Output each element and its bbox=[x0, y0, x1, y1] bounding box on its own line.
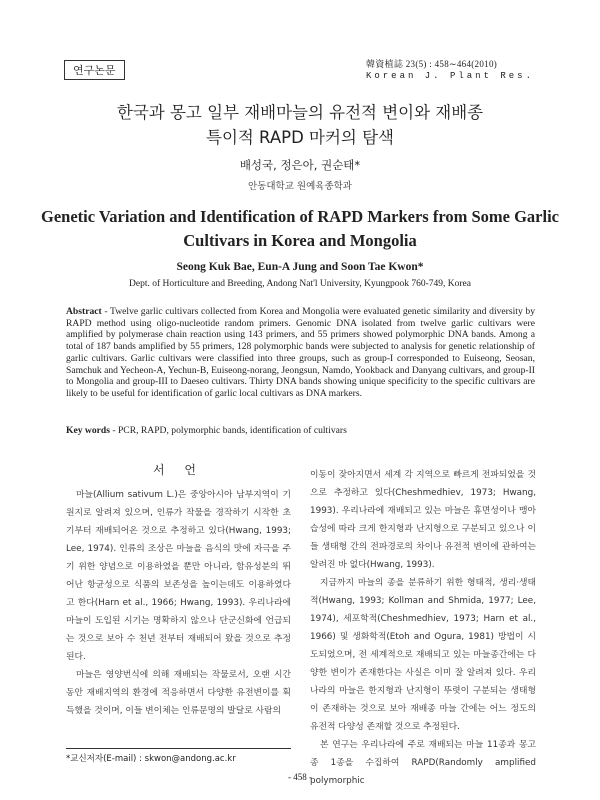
right-column bbox=[310, 466, 536, 790]
right-paragraph-2: 지금까지 마늘의 종을 분류하기 위한 형태적, 생리·생태적(Hwang, 1993; Kollman and Shmida, 1977; Lee, 1974), 세포학적(Cheshmedhiev, 1973; Harn et al., 1966) 및 생화학적(Etoh and Ogura, 1981) 방법이 시도되었으며, 전 세계적으로 재배되고 있는 마늘종간에는 다양한 변이가 존재한다는 사실은 이미 잘 알려져 있다. 우리나라의 마늘은 한지형과 난지형이 뚜렷이 구분되는 생태형이 존재하는 것으로 보아 재배종 마늘 간에는 어느 정도의 유전적 다양성 존재할 것으로 추정된다. bbox=[310, 578, 536, 732]
keywords bbox=[66, 425, 536, 436]
left-column bbox=[66, 486, 291, 720]
page-number: - 458 - bbox=[288, 772, 312, 782]
korean-title bbox=[0, 100, 600, 150]
journal-volume-line: 韓資植誌 23(5) : 458∼464(2010) bbox=[365, 59, 498, 69]
abstract bbox=[66, 306, 535, 400]
korean-title-line2: 특이적 RAPD 마커의 탐색 bbox=[206, 128, 394, 147]
corresponding-author-footnote: *교신저자(E-mail) : skwon@andong.ac.kr bbox=[66, 754, 236, 764]
english-affiliation: Dept. of Horticulture and Breeding, Andong Nat'l University, Kyungpook 760-749, Korea bbox=[129, 279, 471, 289]
journal-name-line: Korean J. Plant Res. bbox=[365, 71, 534, 81]
abstract-text: - Twelve garlic cultivars collected from Korea and Mongolia were evaluated genetic similarity and diversity by RAPD method using oligo-nucleotide random primers. Genomic DNA isolated from twelve garlic cultivars were amplified by polymerase chain reaction using 143 primers, and 55 primers showed polymorphic DNA bands. Among a total of 187 bands amplified by 55 primers, 128 polymorphic bands were subjected to analysis for genetic relationship of garlic cultivars. Garlic cultivars were classified into three groups, such as group-I corresponded to Euiseong, Seosan, Samchuk and Yecheon-A, Yechun-B, Euiseong-norang, Jeongsun, Namdo, Yookback and Danyang cultivars, and group-II to Mongolia and group-III to Daeseo cultivars. Thirty DNA bands showing unique specificity to the specific cultivars are likely to be useful for identification of garlic local cultivars as DNA markers. bbox=[66, 306, 535, 399]
journal-citation bbox=[366, 58, 534, 82]
section-heading-introduction: 서 언 bbox=[153, 463, 204, 477]
korean-title-line1: 한국과 몽고 일부 재배마늘의 유전적 변이와 재배종 bbox=[116, 103, 484, 122]
korean-authors: 배성국, 정은아, 권순태* bbox=[239, 158, 361, 172]
english-title-line2: Cultivars in Korea and Mongolia bbox=[183, 231, 417, 250]
left-paragraph-1: 마늘(Allium sativum L.)은 중앙아시아 남부지역이 기원지로 알려져 있으며, 인류가 작물을 경작하기 시작한 초기부터 재배되어온 것으로 추정하고 있다(Hwang, 1993; Lee, 1974). 인류의 조상은 마늘을 음식의 맛에 자극을 주기 위한 양념으로 이용하였을 뿐만 아니라, 함유성분의 뛰어난 항균성으로 식품의 보존성을 높이는데도 이용하였다고 한다(Harn et al., 1966; Hwang, 1993). 우리나라에 마늘이 도입된 시기는 명확하지 않으나 단군신화에 언급되는 것으로 보아 수 천년 전부터 재배되어 왔을 것으로 추정된다. bbox=[66, 490, 291, 662]
article-type-tag: 연구논문 bbox=[64, 60, 125, 80]
left-paragraph-2: 마늘은 영양번식에 의해 재배되는 작물로서, 오랜 시간 동안 재배지역의 환경에 적응하면서 다양한 유전변이를 획득했을 것이며, 이들 변이체는 인류문명의 발달로 사람의 bbox=[66, 670, 291, 716]
keywords-text: - PCR, RAPD, polymorphic bands, identification of cultivars bbox=[109, 425, 347, 436]
right-paragraph-3: 본 연구는 우리나라에 주로 재배되는 마늘 11종과 몽고종 1종을 수집하여 RAPD(Randomly amplified polymorphic bbox=[310, 740, 536, 786]
english-authors: Seong Kuk Bae, Eun-A Jung and Soon Tae Kwon* bbox=[176, 261, 424, 273]
right-paragraph-1: 이동이 잦아지면서 세계 각 지역으로 빠르게 전파되었을 것으로 추정하고 있다(Cheshmedhiev, 1973; Hwang, 1993). 우리나라에 재배되고 있는 마늘은 휴면성이나 맹아습성에 따라 크게 한지형과 난지형으로 구분되고 있으나 이들 생태형 간의 전파경로의 차이나 유전적 변이에 관하여는 알려진 바 없다(Hwang, 1993). bbox=[310, 470, 536, 570]
english-title-line1: Genetic Variation and Identification of RAPD Markers from Some Garlic bbox=[40, 207, 559, 226]
footnote-divider bbox=[66, 748, 291, 749]
keywords-label: Key words bbox=[66, 425, 110, 436]
korean-affiliation: 안동대학교 원예육종학과 bbox=[248, 181, 352, 192]
abstract-label: Abstract bbox=[66, 306, 102, 317]
english-title bbox=[0, 205, 600, 253]
